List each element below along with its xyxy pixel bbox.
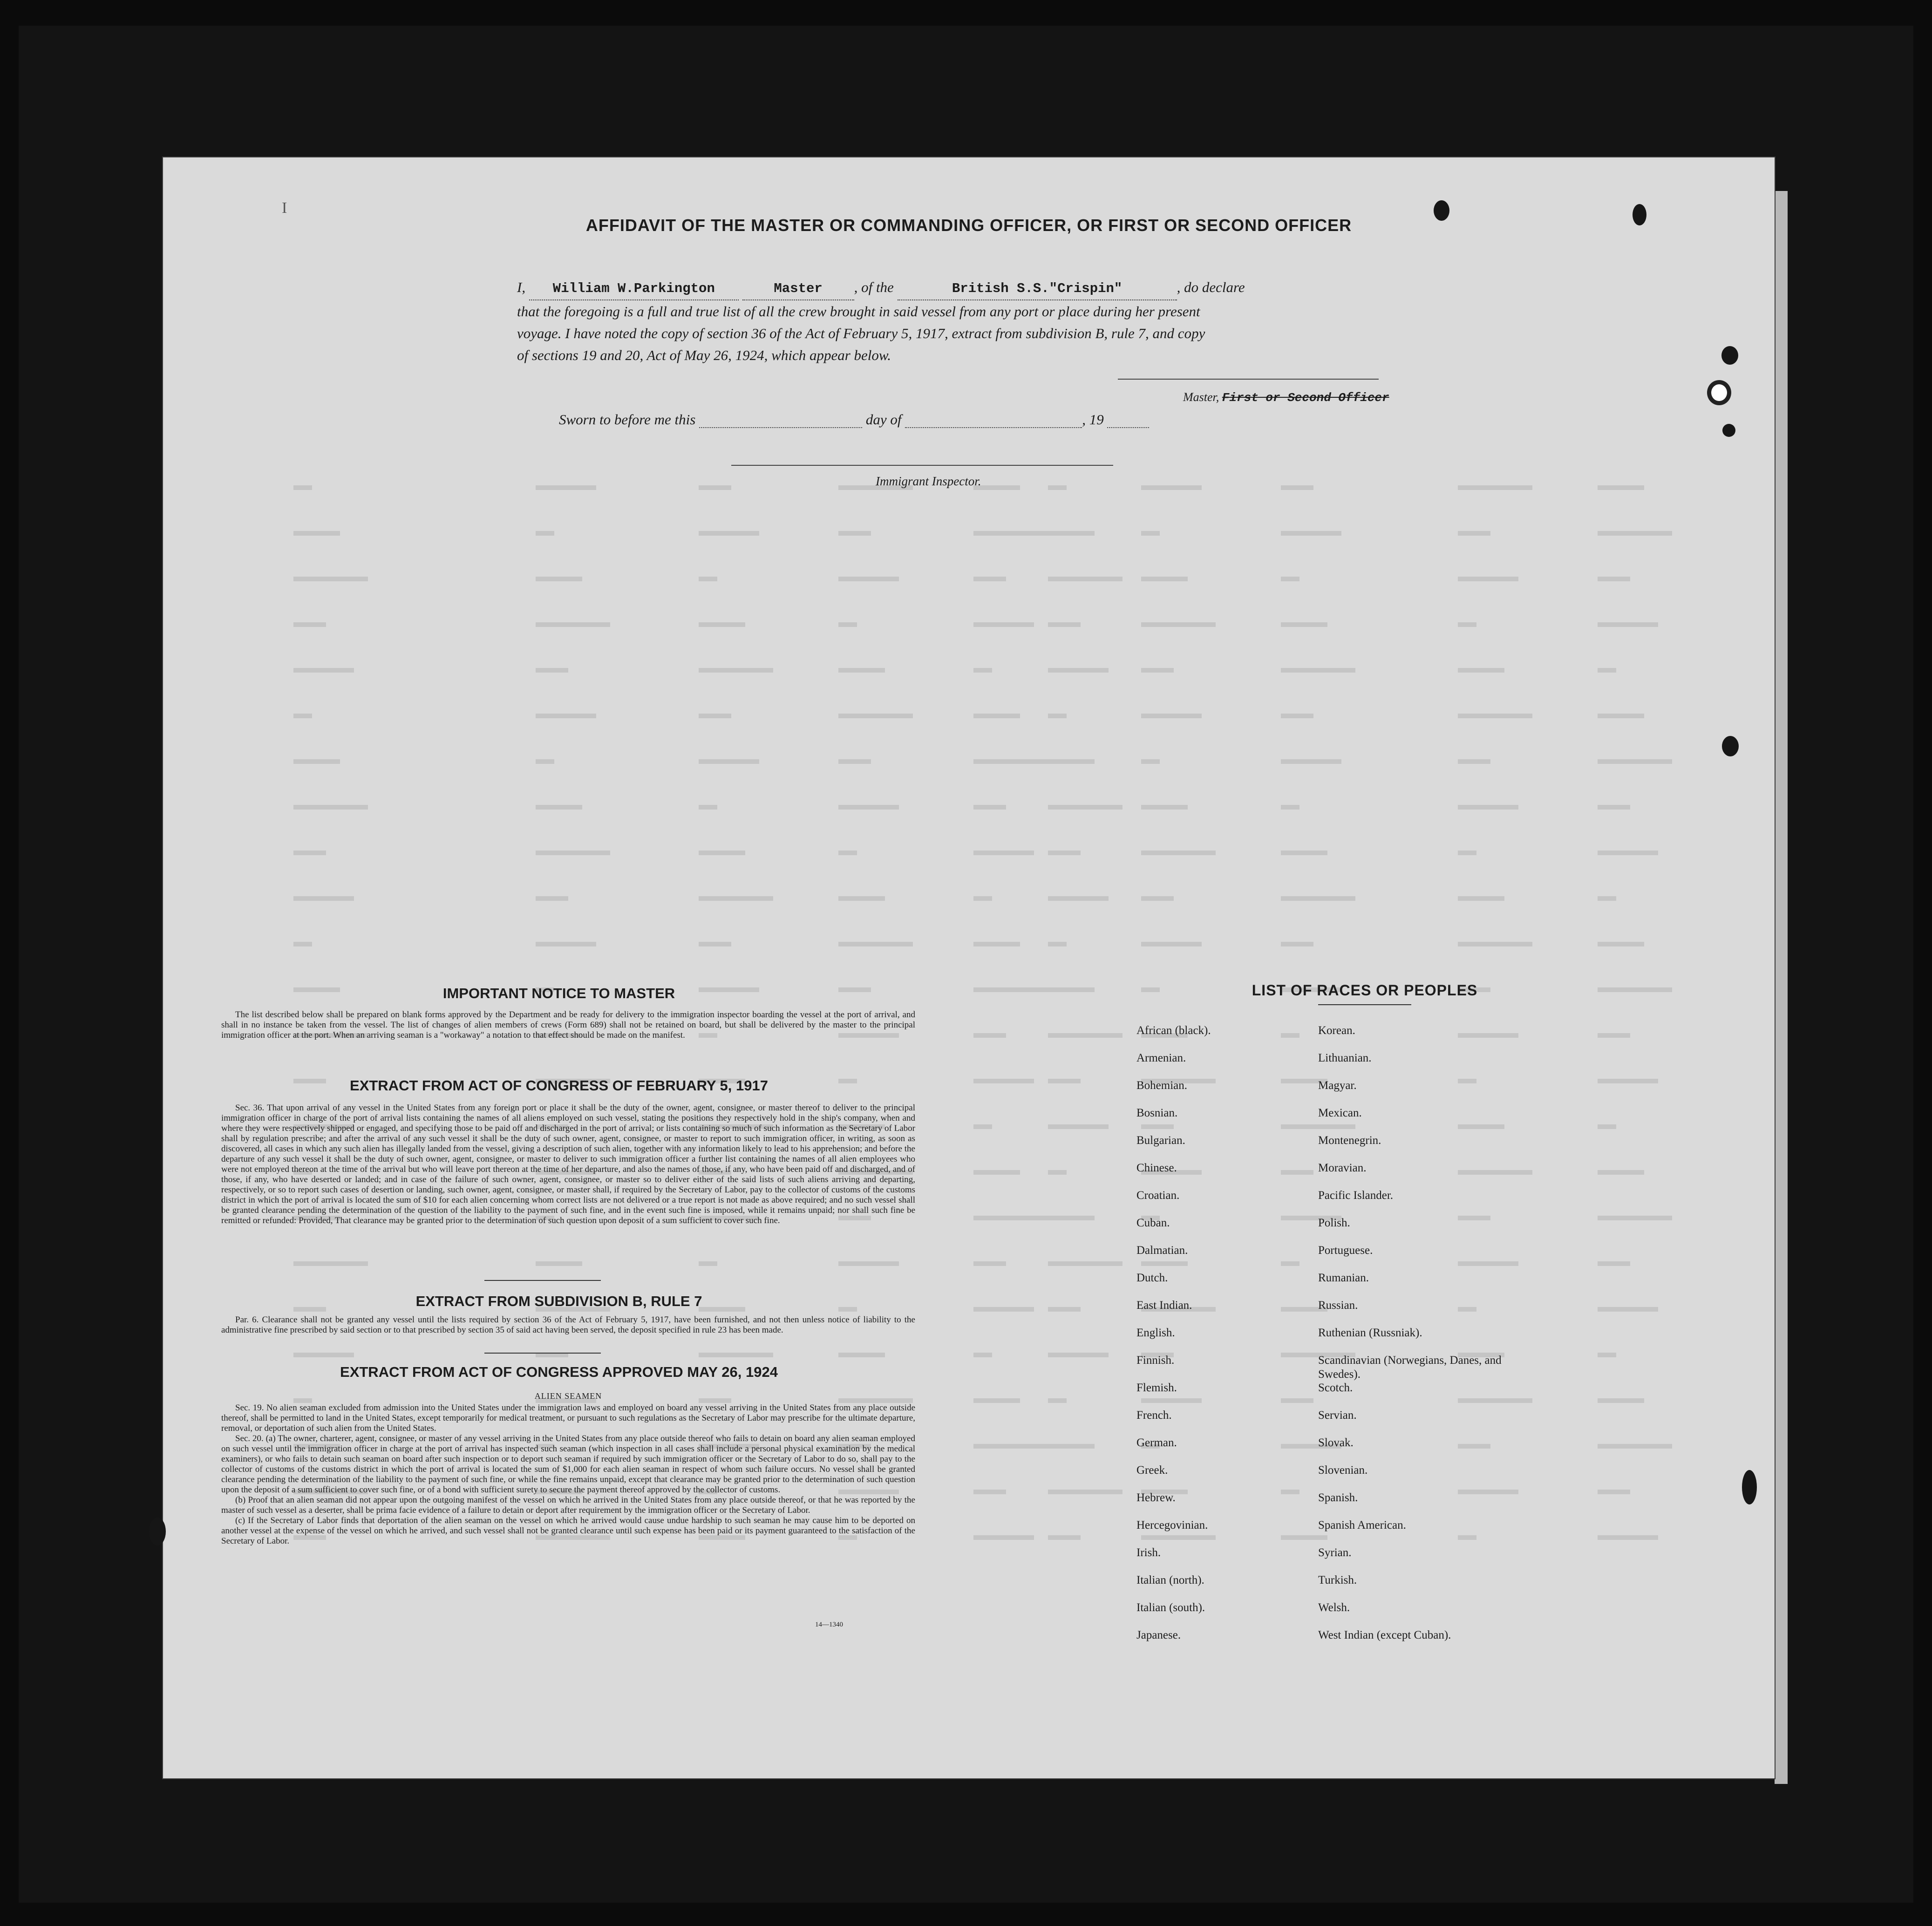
ghost-mark — [1458, 805, 1518, 810]
race-entry: Spanish. — [1318, 1491, 1358, 1504]
ghost-mark — [536, 1261, 582, 1266]
race-entry: Welsh. — [1318, 1601, 1350, 1614]
sworn-prefix: Sworn to before me this — [559, 411, 696, 428]
sworn-line — [559, 411, 1149, 428]
ghost-mark — [1458, 668, 1504, 673]
ghost-mark — [973, 805, 1006, 810]
signature-label — [1183, 390, 1389, 405]
declaration-i: I, — [517, 279, 526, 295]
ghost-mark — [838, 805, 899, 810]
ghost-mark — [973, 668, 992, 673]
ghost-mark — [838, 1079, 857, 1083]
ghost-row — [256, 935, 1691, 954]
extract-rule7-title: EXTRACT FROM SUBDIVISION B, RULE 7 — [415, 1293, 702, 1309]
signature-master-label: Master, — [1183, 390, 1219, 404]
ghost-mark — [838, 485, 913, 490]
ghost-mark — [973, 622, 1034, 627]
ghost-mark — [973, 1261, 1006, 1266]
ghost-mark — [699, 714, 731, 718]
ghost-mark — [1598, 851, 1658, 855]
race-entry: Italian (south). — [1136, 1601, 1205, 1614]
races-column-1 — [1136, 1024, 1290, 1656]
ghost-mark — [536, 805, 582, 810]
extract-1917-text — [221, 1103, 915, 1226]
extract-rule7-text — [221, 1315, 915, 1335]
ghost-mark — [536, 622, 610, 627]
ghost-mark — [293, 1353, 354, 1357]
ghost-mark — [1141, 668, 1174, 673]
ghost-mark — [1598, 805, 1630, 810]
sworn-year-label: , 19 — [1082, 411, 1104, 428]
ghost-mark — [1048, 1170, 1067, 1175]
race-entry: Italian (north). — [1136, 1574, 1204, 1586]
ghost-mark — [1141, 805, 1188, 810]
ghost-mark — [1598, 1170, 1644, 1175]
ghost-mark — [838, 714, 913, 718]
ghost-mark — [973, 1124, 992, 1129]
notice-paragraph: The list described below shall be prepared on blank forms approved by the Department and be ready for delivery to the immigration inspector boarding the vessel at the port of arrival, and shall in no instance be taken from the vessel. The list of changes of alien members of crews (Form 689) shall not be retained on board, but shall be delivered by the master to the principal immigration officer at the port. When an arriving seaman is a "workaway" a notation to that effect should be made on the manifest. — [221, 1010, 915, 1040]
ghost-mark — [293, 896, 354, 901]
ghost-mark — [1598, 759, 1672, 764]
ghost-mark — [838, 531, 871, 536]
ghost-mark — [1598, 987, 1672, 992]
punch-hole — [1742, 1470, 1757, 1504]
divider — [1318, 1004, 1411, 1005]
rank-field: Master — [742, 278, 854, 300]
sec20a-paragraph: Sec. 20. (a) The owner, charterer, agent, consignee, or master of any vessel arriving in the United States from any place outside thereof who fails to detain on board any alien seaman employed on such vessel until the immigration officer in charge at the port of arrival has inspected such seaman (which inspection in all cases shall include a personal physical examination by the medical examiners), or who fails to detain such seaman on board after such inspection or to deport such seaman if required by such immigration officer or the Secretary of Labor to do so, shall pay to the collector of customs of the customs district in which the port of arrival is located the sum of $1,000 for each alien seaman in respect of whom such failure occurs. No vessel shall be granted clearance pending the determination of the liability to the payment of such fine, or while the fine remains unpaid, except that clearance may be granted prior to the determination of such question upon the deposit of a sum sufficient to cover such fine, or of a bond with sufficient surety to secure the payment thereof approved by the collector of customs. — [221, 1434, 915, 1495]
race-entry: Scotch. — [1318, 1382, 1353, 1394]
ghost-mark — [1048, 942, 1067, 946]
ghost-row — [256, 890, 1691, 908]
ghost-row — [256, 707, 1691, 726]
ghost-mark — [973, 1216, 1048, 1220]
ghost-mark — [1598, 1261, 1630, 1266]
ghost-mark — [973, 1170, 1020, 1175]
affidavit-page — [163, 157, 1775, 1778]
ghost-mark — [1048, 1079, 1081, 1083]
ghost-mark — [293, 485, 312, 490]
affidavit-title: AFFIDAVIT OF THE MASTER OR COMMANDING OFFICER, OR FIRST OR SECOND OFFICER — [585, 216, 1352, 235]
ghost-mark — [1598, 577, 1630, 581]
ghost-mark — [838, 577, 899, 581]
ghost-mark — [1458, 896, 1504, 901]
ghost-mark — [1048, 1444, 1095, 1449]
master-name-field: William W.Parkington — [529, 278, 739, 300]
ghost-mark — [1598, 1353, 1616, 1357]
race-entry: Spanish American. — [1318, 1519, 1406, 1531]
ghost-mark — [1281, 531, 1341, 536]
ghost-mark — [1048, 1033, 1122, 1038]
ghost-mark — [838, 759, 871, 764]
race-entry: Polish. — [1318, 1217, 1350, 1229]
ghost-mark — [1598, 668, 1616, 673]
sworn-year-blank — [1107, 415, 1149, 428]
divider — [484, 1353, 601, 1354]
ghost-mark — [1458, 622, 1476, 627]
races-column-2 — [1318, 1024, 1537, 1656]
ghost-mark — [973, 1079, 1034, 1083]
declaration-text — [517, 276, 1579, 366]
ghost-mark — [293, 668, 354, 673]
ghost-mark — [838, 1353, 885, 1357]
underlying-sheet-edge — [1775, 191, 1788, 1784]
race-entry: African (black). — [1136, 1024, 1211, 1037]
ghost-mark — [973, 577, 1006, 581]
ghost-mark — [973, 485, 1020, 490]
ghost-mark — [1458, 485, 1532, 490]
sec19-paragraph: Sec. 19. No alien seaman excluded from admission into the United States under the immigration laws and employed on board any vessel arriving in the United States from any place outside thereof, shall be permitted to land in the United States, except temporarily for medical treatment, or pursuant to such regulations as the Secretary of Labor may prescribe for the ultimate departure, removal, or deportation of such alien from the United States. — [221, 1403, 915, 1433]
ghost-row — [256, 570, 1691, 589]
declaration-line-3: voyage. I have noted the copy of section 36 of the Act of February 5, 1917, extract from subdivision B, rule 7, and copy — [517, 325, 1205, 341]
ghost-mark — [1281, 714, 1313, 718]
ghost-mark — [1458, 714, 1532, 718]
ghost-mark — [1048, 1124, 1109, 1129]
ghost-mark — [1458, 531, 1490, 536]
race-entry: Bulgarian. — [1136, 1134, 1185, 1147]
ghost-mark — [536, 485, 596, 490]
ghost-mark — [1598, 622, 1658, 627]
inspector-label: Immigrant Inspector. — [876, 474, 981, 488]
ghost-mark — [293, 805, 368, 810]
race-entry: Portuguese. — [1318, 1244, 1373, 1257]
ghost-mark — [973, 1535, 1034, 1540]
ghost-mark — [1048, 1261, 1122, 1266]
ghost-row — [256, 798, 1691, 817]
race-entry: French. — [1136, 1409, 1172, 1422]
ghost-mark — [1598, 1398, 1644, 1403]
ghost-mark — [699, 668, 773, 673]
ghost-mark — [1598, 896, 1616, 901]
ghost-mark — [293, 851, 326, 855]
ghost-mark — [1598, 1535, 1658, 1540]
ghost-mark — [1598, 1033, 1630, 1038]
ghost-mark — [699, 577, 717, 581]
ghost-mark — [1598, 942, 1644, 946]
ghost-mark — [973, 1307, 1034, 1312]
ghost-mark — [1048, 668, 1109, 673]
ghost-mark — [1141, 759, 1160, 764]
ghost-mark — [536, 577, 582, 581]
race-entry: Pacific Islander. — [1318, 1189, 1394, 1202]
ghost-mark — [1141, 896, 1174, 901]
signature-struck-text: First or Second Officer — [1222, 391, 1389, 405]
ghost-mark — [536, 714, 596, 718]
ghost-mark — [1048, 987, 1095, 992]
ghost-mark — [699, 622, 745, 627]
ghost-row — [256, 844, 1691, 863]
form-number: 14—1340 — [815, 1621, 843, 1628]
signature-line — [1118, 379, 1379, 380]
ghost-mark — [1281, 668, 1355, 673]
ghost-mark — [536, 942, 596, 946]
ghost-mark — [1281, 485, 1313, 490]
race-entry: Bosnian. — [1136, 1107, 1178, 1119]
ghost-mark — [699, 896, 773, 901]
ghost-mark — [973, 987, 1048, 992]
ghost-mark — [699, 1261, 717, 1266]
ghost-mark — [838, 1307, 857, 1312]
notice-title: IMPORTANT NOTICE TO MASTER — [442, 985, 675, 1001]
ghost-mark — [1598, 1307, 1658, 1312]
ghost-mark — [293, 942, 312, 946]
ghost-mark — [1048, 577, 1122, 581]
sec36-paragraph: Sec. 36. That upon arrival of any vessel in the United States from any foreign port or place it shall be the duty of the owner, agent, consignee, or master thereof to deliver to the principal immigration officer in charge of the port of arrival lists containing the names of all aliens employed on such vessel, stating the positions they respectively hold in the ship's company, when and where they were respectively shipped or engaged, and specifying those to be paid off and discharged in the port of arrival; or lists containing so much of such information as the Secretary of Labor shall by regulation prescribe; and after the arrival of any such vessel it shall be the duty of such owner, agent, consignee, or master to report to such immigration officer, in writing, as soon as discovered, all cases in which any such alien has illegally landed from the vessel, giving a description of such alien, together with any information likely to lead to his apprehension; and before the departure of any such vessel it shall be the duty of such owner, agent, consignee, or master to deliver to such immigration officer a further list containing the names of all alien employees who were not employed thereon at the time of the arrival but who will leave port thereon at the time of her departure, and also the names of those, if any, who have been paid off and discharged, and of those, if any, who have deserted or landed; and in case of the failure of such owner, agent, consignee, or master so to deliver either of the said lists of such aliens arriving and departing, respectively, or so to report such cases of desertion or landing, such owner, agent, consignee, or master shall, if required by the Secretary of Labor, pay to the collector of customs of the customs district in which the port of arrival is located the sum of $10 for each alien concerning whom correct lists are not delivered or a true report is not made as above required; and no such vessel shall be granted clearance pending the determination of the question of the liability to the payment of such fine, and in the event such fine is imposed, while it remains unpaid; nor shall such fine be remitted or refunded: Provided, That clearance may be granted prior to the determination of such question upon deposit of a sum sufficient to cover such fine. — [221, 1103, 915, 1225]
ghost-mark — [293, 577, 368, 581]
race-entry: Irish. — [1136, 1546, 1161, 1559]
ghost-mark — [1048, 1353, 1109, 1357]
ghost-mark — [1281, 622, 1327, 627]
ghost-mark — [838, 896, 885, 901]
ghost-mark — [838, 1261, 899, 1266]
rule7-paragraph: Par. 6. Clearance shall not be granted any vessel until the lists required by section 36 of the Act of February 5, 1917, have been furnished, and not then unless notice of liability to the administrative fine prescribed by said section or to that prescribed by section 35 of said act having been served, the deposit specified in rule 23 has been made. — [221, 1315, 915, 1335]
inspector-signature-line — [731, 465, 1113, 466]
ghost-mark — [1048, 714, 1067, 718]
ghost-mark — [536, 668, 568, 673]
race-entry: Bohemian. — [1136, 1079, 1188, 1092]
sworn-day-label: day of — [865, 411, 902, 428]
ghost-row — [256, 479, 1691, 497]
ghost-mark — [293, 714, 312, 718]
ghost-mark — [973, 851, 1034, 855]
ghost-mark — [1281, 577, 1299, 581]
race-entry: Flemish. — [1136, 1382, 1177, 1394]
ghost-mark — [1598, 1216, 1672, 1220]
ghost-mark — [699, 805, 717, 810]
ghost-mark — [293, 759, 340, 764]
ghost-mark — [1598, 1490, 1630, 1494]
ghost-mark — [1281, 896, 1355, 901]
ghost-mark — [536, 851, 610, 855]
ghost-mark — [1141, 942, 1202, 946]
ghost-row — [256, 524, 1691, 543]
declaration-line-2: that the foregoing is a full and true list of all the crew brought in said vessel from any port or place during her present — [517, 303, 1200, 320]
ghost-mark — [293, 987, 340, 992]
ghost-mark — [536, 531, 554, 536]
race-entry: Armenian. — [1136, 1052, 1186, 1064]
ghost-mark — [1598, 714, 1644, 718]
ghost-mark — [973, 1444, 1048, 1449]
ghost-mark — [838, 668, 885, 673]
ghost-mark — [1281, 851, 1327, 855]
alien-seamen-subtitle: ALIEN SEAMEN — [534, 1391, 602, 1401]
punch-hole — [1722, 424, 1735, 437]
extract-1924-title: EXTRACT FROM ACT OF CONGRESS APPROVED MAY 26, 1924 — [340, 1364, 778, 1380]
race-entry: Japanese. — [1136, 1629, 1181, 1641]
ghost-mark — [293, 622, 326, 627]
race-entry: Russian. — [1318, 1299, 1358, 1312]
declaration-line-4: of sections 19 and 20, Act of May 26, 1924, which appear below. — [517, 347, 891, 363]
ghost-mark — [1048, 1216, 1095, 1220]
race-entry: Croatian. — [1136, 1189, 1180, 1202]
ghost-mark — [293, 1261, 368, 1266]
ghost-mark — [1048, 851, 1081, 855]
corner-mark: I — [282, 199, 287, 217]
ghost-mark — [973, 714, 1020, 718]
sworn-month-blank — [905, 415, 1082, 428]
punch-hole — [1721, 346, 1738, 365]
race-entry: German. — [1136, 1436, 1177, 1449]
race-entry: Finnish. — [1136, 1354, 1175, 1367]
race-entry: Lithuanian. — [1318, 1052, 1372, 1064]
race-entry: Magyar. — [1318, 1079, 1357, 1092]
do-declare-label: , do declare — [1177, 279, 1245, 295]
ghost-mark — [973, 1353, 992, 1357]
race-entry: Scandinavian (Norwegians, Danes, and Swedes). — [1318, 1354, 1502, 1381]
race-entry: Hebrew. — [1136, 1491, 1176, 1504]
ghost-mark — [1598, 1079, 1658, 1083]
ghost-mark — [1048, 531, 1095, 536]
reinforced-punch-hole — [1707, 380, 1731, 405]
ghost-mark — [838, 942, 913, 946]
race-entry: Moravian. — [1318, 1162, 1367, 1174]
ghost-mark — [973, 1398, 1020, 1403]
ghost-mark — [1141, 622, 1216, 627]
ghost-mark — [699, 759, 759, 764]
punch-hole — [1722, 736, 1739, 756]
ghost-mark — [1141, 485, 1202, 490]
ghost-mark — [536, 759, 554, 764]
ghost-mark — [536, 896, 568, 901]
extract-1924-text — [221, 1391, 915, 1546]
ghost-row — [256, 616, 1691, 634]
ghost-mark — [973, 1490, 1006, 1494]
race-entry: Dalmatian. — [1136, 1244, 1188, 1257]
ghost-mark — [699, 485, 731, 490]
punch-hole — [149, 1518, 166, 1545]
ghost-mark — [699, 942, 731, 946]
notice-text — [221, 1010, 915, 1041]
race-entry: Turkish. — [1318, 1574, 1357, 1586]
race-entry: English. — [1136, 1327, 1175, 1339]
race-entry: Greek. — [1136, 1464, 1168, 1477]
ghost-mark — [1458, 851, 1476, 855]
ghost-mark — [1281, 805, 1299, 810]
ghost-mark — [1048, 1398, 1067, 1403]
race-entry: Rumanian. — [1318, 1272, 1369, 1284]
ghost-mark — [1141, 987, 1160, 992]
ghost-mark — [973, 942, 1020, 946]
ghost-mark — [973, 759, 1048, 764]
ghost-mark — [1048, 485, 1067, 490]
race-entry: Korean. — [1318, 1024, 1355, 1037]
ghost-mark — [1141, 577, 1188, 581]
ghost-mark — [1048, 1307, 1081, 1312]
race-entry: Servian. — [1318, 1409, 1357, 1422]
ghost-mark — [293, 531, 340, 536]
sec20b-paragraph: (b) Proof that an alien seaman did not appear upon the outgoing manifest of the vessel on which he arrived in the United States from any place outside thereof, or that he was reported by the master of such vessel as a deserter, shall be prima facie evidence of a failure to detain or deport after requirement by the immigration officer or the Secretary of Labor. — [221, 1495, 915, 1515]
ghost-mark — [1598, 1124, 1616, 1129]
vessel-field: British S.S."Crispin" — [898, 278, 1177, 300]
divider — [484, 1280, 601, 1281]
race-entry: Dutch. — [1136, 1272, 1168, 1284]
race-entry: Chinese. — [1136, 1162, 1177, 1174]
ghost-mark — [1141, 531, 1160, 536]
ghost-mark — [973, 1033, 1006, 1038]
ghost-mark — [293, 1307, 326, 1312]
ghost-mark — [699, 1353, 773, 1357]
ghost-mark — [699, 531, 759, 536]
race-entry: Slovak. — [1318, 1436, 1354, 1449]
ghost-row — [256, 661, 1691, 680]
ghost-mark — [699, 851, 745, 855]
ghost-row — [256, 753, 1691, 771]
ghost-mark — [973, 896, 992, 901]
races-title: LIST OF RACES OR PEOPLES — [1252, 982, 1478, 999]
of-the-label: , of the — [854, 279, 894, 295]
ghost-mark — [1048, 759, 1095, 764]
race-entry: Slovenian. — [1318, 1464, 1368, 1477]
ghost-mark — [838, 622, 857, 627]
ghost-mark — [838, 987, 871, 992]
ghost-mark — [1598, 485, 1644, 490]
sworn-day-blank — [699, 415, 862, 428]
ghost-mark — [1281, 759, 1341, 764]
ghost-mark — [1048, 622, 1081, 627]
race-entry: West Indian (except Cuban). — [1318, 1629, 1451, 1641]
race-entry: Mexican. — [1318, 1107, 1362, 1119]
race-entry: Montenegrin. — [1318, 1134, 1381, 1147]
ghost-mark — [1048, 1535, 1081, 1540]
ghost-mark — [1048, 1490, 1122, 1494]
ghost-mark — [973, 531, 1048, 536]
ghost-mark — [838, 851, 857, 855]
ghost-mark — [1141, 714, 1202, 718]
ghost-mark — [1141, 851, 1216, 855]
ghost-mark — [1458, 942, 1532, 946]
ghost-mark — [1281, 942, 1313, 946]
ghost-mark — [1048, 896, 1109, 901]
ghost-mark — [1458, 577, 1518, 581]
race-entry: East Indian. — [1136, 1299, 1192, 1312]
extract-1917-title: EXTRACT FROM ACT OF CONGRESS OF FEBRUARY 5, 1917 — [350, 1077, 768, 1094]
race-entry: Ruthenian (Russniak). — [1318, 1327, 1422, 1339]
sec20c-paragraph: (c) If the Secretary of Labor finds that deportation of the alien seaman on the vessel on which he arrived would cause undue hardship to such seaman he may cause him to be deported on another vessel at the expense of the vessel on which he arrived, and such vessel shall not be granted clearance until such expense has been paid or its payment guaranteed to the satisfaction of the Secretary of Labor. — [221, 1516, 915, 1546]
ghost-mark — [1598, 1444, 1672, 1449]
ghost-mark — [1048, 805, 1122, 810]
ghost-mark — [1598, 531, 1672, 536]
race-entry: Syrian. — [1318, 1546, 1352, 1559]
ghost-mark — [1458, 759, 1490, 764]
race-entry: Cuban. — [1136, 1217, 1170, 1229]
race-entry: Hercegovinian. — [1136, 1519, 1208, 1531]
